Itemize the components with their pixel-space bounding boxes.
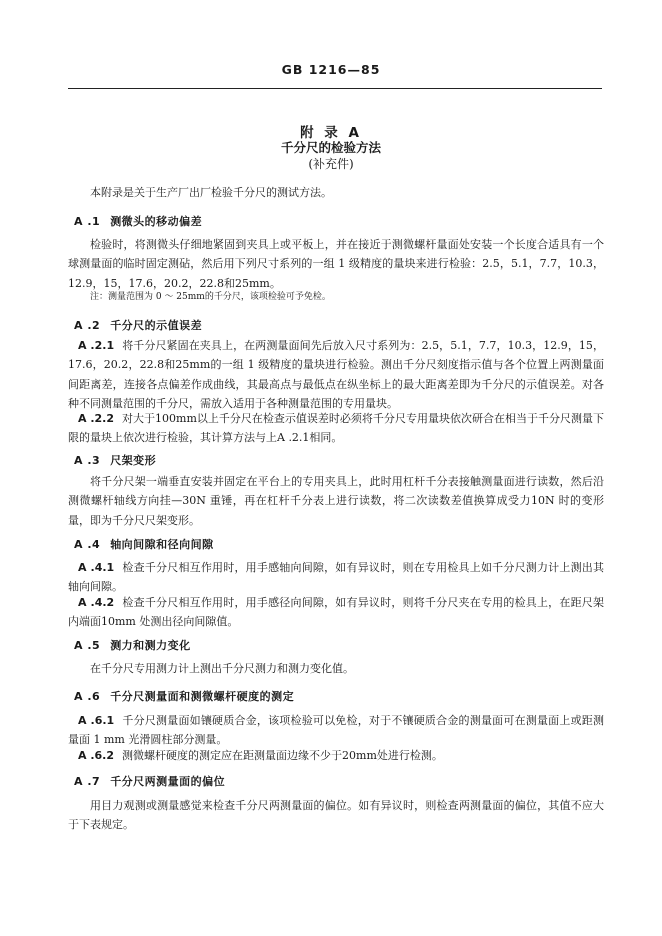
paragraph-text: 对大于100mm以上千分尺在检查示值误差时必须将千分尺专用量块依次研合在相当于千分尺测量下限的量块上依次进行检验，其计算方法与上A .2.1相同。 [68,412,604,445]
section-title: 尺架变形 [110,454,157,467]
section-a3-heading [74,452,156,468]
section-title: 千分尺测量面和测微螺杆硬度的测定 [110,690,295,703]
section-number: A .1 [74,215,101,228]
intro-paragraph: 本附录是关于生产厂出厂检验千分尺的测试方法。 [90,186,332,199]
appendix-title: 千分尺的检验方法 [280,140,381,155]
subsection-number: A .2.1 [78,339,115,352]
section-a4-heading [74,536,214,552]
appendix-subtitle: (补充件) [308,157,354,171]
section-number: A .3 [74,454,101,467]
section-a7-body: 用目力观测或测量感觉来检查千分尺两测量面的偏位。如有异议时，则检查两测量面的偏位，其值不应大于下表规定。 [68,799,604,832]
subsection-number: A .4.2 [78,596,115,609]
section-a2-2-paragraph [68,409,604,448]
section-title: 测力和测力变化 [110,639,191,652]
section-a1-body: 检验时，将测微头仔细地紧固到夹具上或平板上，并在接近于测微螺杆量面处安装一个长度合适具有一个球测量面的临时固定测砧，然后用下列尺寸系列的一组 1 级精度的量块来进行检验：2.5，5.1，7.7，10.3，12.9，15，17.6，20.2，22.8和25mm。 [68,238,604,290]
subsection-number: A .4.1 [78,561,115,574]
section-a4-2-paragraph [68,593,604,632]
section-a2-heading [74,317,202,333]
subsection-number: A .6.1 [78,714,115,727]
section-a6-heading [74,688,294,704]
section-number: A .6 [74,690,101,703]
subsection-number: A .6.2 [78,749,115,762]
appendix-label: 附 录 A [300,125,362,141]
paragraph-text: 测微螺杆硬度的测定应在距测量面边缘不少于20mm处进行检测。 [122,749,443,762]
header-rule [68,88,602,89]
section-number: A .5 [74,639,101,652]
section-number: A .7 [74,775,101,788]
section-title: 轴向间隙和径向间隙 [110,538,214,551]
paragraph-text: 检查千分尺相互作用时，用手感轴向间隙，如有异议时，则在专用检具上如千分尺测力计上测出其轴向间隙。 [68,561,604,594]
paragraph-text: 千分尺测量面如镶硬质合金，该项检验可以免检，对于不镶硬质合金的测量面可在测量面上或距测量面 1 mm 光滑圆柱部分测量。 [68,714,604,747]
paragraph-text: 检查千分尺相互作用时，用手感径向间隙，如有异议时，则将千分尺夹在专用的检具上，在距尺架内端面10mm 处测出径向间隙值。 [68,596,604,629]
section-a4-1-paragraph [68,558,604,597]
section-a7-heading [74,773,225,789]
section-a2-1-paragraph [68,336,604,413]
section-a6-2-paragraph [68,746,604,765]
section-a1-heading [74,213,202,229]
section-a5-heading [74,637,191,653]
paragraph-text: 将千分尺紧固在夹具上，在两测量面间先后放入尺寸系列为：2.5，5.1，7.7，10.3，12.9，15，17.6，20.2，22.8和25mm的一组 1 级精度的量块进行检验。测出千分尺刻度指示值与各个位置上两测量面间距离差，连接各点偏差作成曲线，其最高点与最低点在纵坐标上的最大距离差即为千分尺的示值误差。对各种不同测量范围的千分尺，需放入适用于各种测量范围的专用量块。 [68,339,604,410]
section-title: 千分尺两测量面的偏位 [110,775,226,788]
section-a5-body: 在千分尺专用测力计上测出千分尺测力和测力变化值。 [90,662,354,675]
standard-number: GB 1216—85 [281,62,381,77]
section-title: 测微头的移动偏差 [110,215,203,228]
section-number: A .4 [74,538,101,551]
subsection-number: A .2.2 [78,412,115,425]
section-number: A .2 [74,319,101,332]
section-a1-note: 注：测量范围为 0 ～ 25mm的千分尺，该项检验可予免检。 [90,292,331,302]
section-a3-body: 将千分尺架一端垂直安装并固定在平台上的专用夹具上，此时用杠杆千分表接触测量面进行读数，然后沿测微螺杆轴线方向挂—30N 重锤，再在杠杆千分表上进行读数，将二次读数差值换算成受力10N 时的变形量，即为千分尺尺架变形。 [68,475,604,527]
section-title: 千分尺的示值误差 [110,319,203,332]
section-a6-1-paragraph [68,711,604,750]
